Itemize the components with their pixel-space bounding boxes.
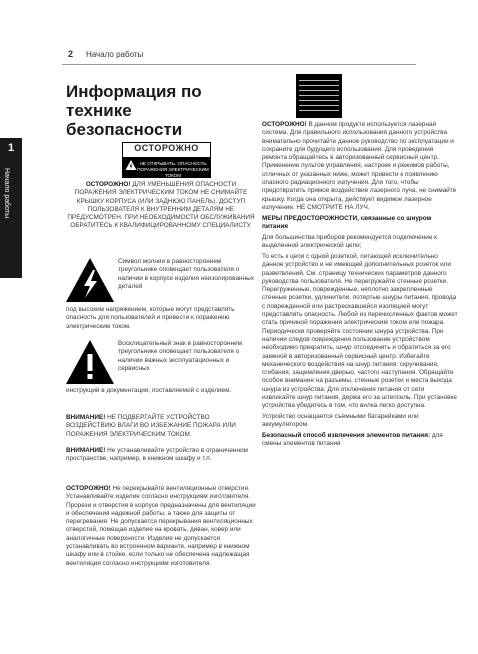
page-number: 2 xyxy=(68,49,74,59)
ventilation-caution-label: ОСТОРОЖНО! xyxy=(66,485,111,492)
enclosure-warning xyxy=(66,447,256,464)
caution-sign-heading: ОСТОРОЖНО xyxy=(134,143,199,153)
exclamation-triangle-icon xyxy=(64,338,116,386)
chapter-tab-label: Начало работы xyxy=(3,168,10,219)
lightning-warning-icon xyxy=(125,159,137,171)
moisture-warning-label: ВНИМАНИЕ! xyxy=(66,414,106,421)
exclamation-symbol-text: Восклицательный знак в равностороннем треугольнике оповещает пользователя о наличии важных эксплуатационных и сервисных xyxy=(118,340,243,372)
enclosure-warning-label: ВНИМАНИЕ! xyxy=(66,447,106,454)
caution-sign-band xyxy=(123,157,210,177)
caution-text: ДЛЯ УМЕНЬШЕНИЯ ОПАСНОСТИ ПОРАЖЕНИЯ ЭЛЕКТРИЧЕСКИМ ТОКОМ НЕ СНИМАЙТЕ КРЫШКУ КОРПУСА (ИЛИ ЗАДНЮЮ ПАНЕЛЬ). ДОСТУП ПОЛЬЗОВАТЕЛЯ К ВНУТРЕННИМ ДЕТАЛЯМ НЕ ПРЕДУСМОТРЕН. ПРИ НЕОБХОДИМОСТИ ОБСЛУЖИВАНИЯ ОБРАТИТЕСЬ К КВАЛИФИЦИРОВАННОМУ СПЕЦИАЛИСТУ. xyxy=(67,181,255,230)
power-cord-heading-text: МЕРЫ ПРЕДОСТОРОЖНОСТИ, связанные со шнуром питания xyxy=(262,214,432,231)
caution-sign-line1: НЕ ОТКРЫВАТЬ. ОПАСНОСТЬ xyxy=(139,161,207,166)
page-title: Информация по технике безопасности xyxy=(66,82,202,139)
ventilation-caution-text: Не перекрывайте вентиляционные отверстия. Устанавливайте изделие согласно инструкциям изготовителя. Прорези и отверстия в корпусе предназначены для вентиляции и обеспечения надежной работы, а также для защиты от перегревания. Не допускается перекрывания вентиляционных отверстий, помещая изделие на кровать, диван, ковер или аналогичные поверхности. Изделие не допускается устанавливать во встроенном варианте, например в книжном шкафу или в стойке, если только не обеспечена надлежащая вентиляция согласно инструкциям изготовителя. xyxy=(66,485,256,567)
battery-removal xyxy=(262,432,458,449)
power-cord-p3: Устройство оснащается съемными батарейками или аккумулятором. xyxy=(262,413,419,429)
caution-sign-line2: ПОРАЖЕНИЯ ЭЛЕКТРИЧЕСКИМ ТОКОМ xyxy=(137,167,209,178)
section-header: Начало работы xyxy=(86,50,144,59)
lightning-symbol-text-cont: под высоким напряжением, которые могут представлять опасность для пользователей и привести к поражению электрическим током. xyxy=(66,306,235,330)
power-cord-p1: Для большинства приборов рекомендуется подключение к выделенной электрической цепи; xyxy=(262,233,437,250)
enclosure-warning-text: Не устанавливайте устройство в ограниченном пространстве, например, в книжном шкафу и т.п. xyxy=(66,447,248,463)
power-cord-p2: То есть к цепи с одной розеткой, питающей исключительно данное устройство и не имеющей дополнительных розеток или разветвлений. См. страницу технических параметров данного руководства пользователя. Не перегружайте стенные розетки. Перегруженные, поврежденные, неплотно закрепленные стенные розетки, удлинители, потертые шнуры питания, провода с поврежденной или растрескавшейся изоляцией могут представлять опасность. Любой из перечисленных фактов может стать причиной поражения электрическим током или пожара. Периодически проверяйте состояние шнура устройства. При наличии следов повреждения пользование устройством необходимо прекратить, шнур отсоединить и обратиться за его заменой в авторизованный сервисный центр. Избегайте механического воздействия на шнур питания: скручивания, сгибания, защемления дверью, частого наступания. Обращайте особое внимание на разъемы, стенные розетки и места выхода шнура из устройства. Для отключения питания от сети извлекайте шнур питания, держа его за штепсель. При установке устройства убедитесь в том, что вилка легко доступна. xyxy=(262,252,458,410)
exclamation-symbol-text-cont: инструкций в документации, поставляемой с изделием. xyxy=(66,387,232,394)
caution-sign xyxy=(122,142,211,178)
battery-removal-label: Безопасный способ извлечения элементов питания: xyxy=(262,432,431,440)
moisture-warning xyxy=(66,414,256,439)
chapter-tab xyxy=(0,138,22,278)
ventilation-caution xyxy=(66,485,256,568)
battery-removal-text: для смены элементов питания xyxy=(262,432,443,448)
moisture-warning-text: НЕ ПОДВЕРГАЙТЕ УСТРОЙСТВО ВОЗДЕЙСТВИЮ ВЛАГИ ВО ИЗБЕЖАНИЕ ПОЖАРА ИЛИ ПОРАЖЕНИЯ ЭЛЕКТРИЧЕСКИМ ТОКОМ. xyxy=(66,414,236,438)
lightning-symbol-text: Символ молнии в равностороннем треугольнике оповещает пользователя о наличии в корпусе изделия неизолированных деталей xyxy=(118,258,254,290)
laser-caution-label: ОСТОРОЖНО! xyxy=(262,121,307,128)
header-rule xyxy=(62,64,416,65)
power-cord-heading xyxy=(262,215,458,232)
laser-caution xyxy=(262,121,458,212)
right-column xyxy=(262,121,458,451)
lightning-triangle-icon xyxy=(64,256,116,304)
caution-label: ОСТОРОЖНО! xyxy=(85,181,131,188)
laser-warning-label-image xyxy=(296,74,342,118)
laser-caution-text: В данном продукте используется лазерная система. Для правильного использования данного устройства внимательно прочитайте данное руководство по эксплуатации и сохраните для будущего использования. Для проведения ремонта обращайтесь в авторизованный сервисный центр. Применение пультов управления, настроек и режимов работы, отличных от указанных ниже, может привести к появлению опасного радиационного излучения. Для того, чтобы предотвратить прямое воздействие лазерного луча, не снимайте крышку. Когда она открыта, действует видимое лазерное излучение. НЕ СМОТРИТЕ НА ЛУЧ. xyxy=(262,121,457,211)
chapter-number: 1 xyxy=(7,142,15,154)
caution-paragraph xyxy=(66,181,256,231)
